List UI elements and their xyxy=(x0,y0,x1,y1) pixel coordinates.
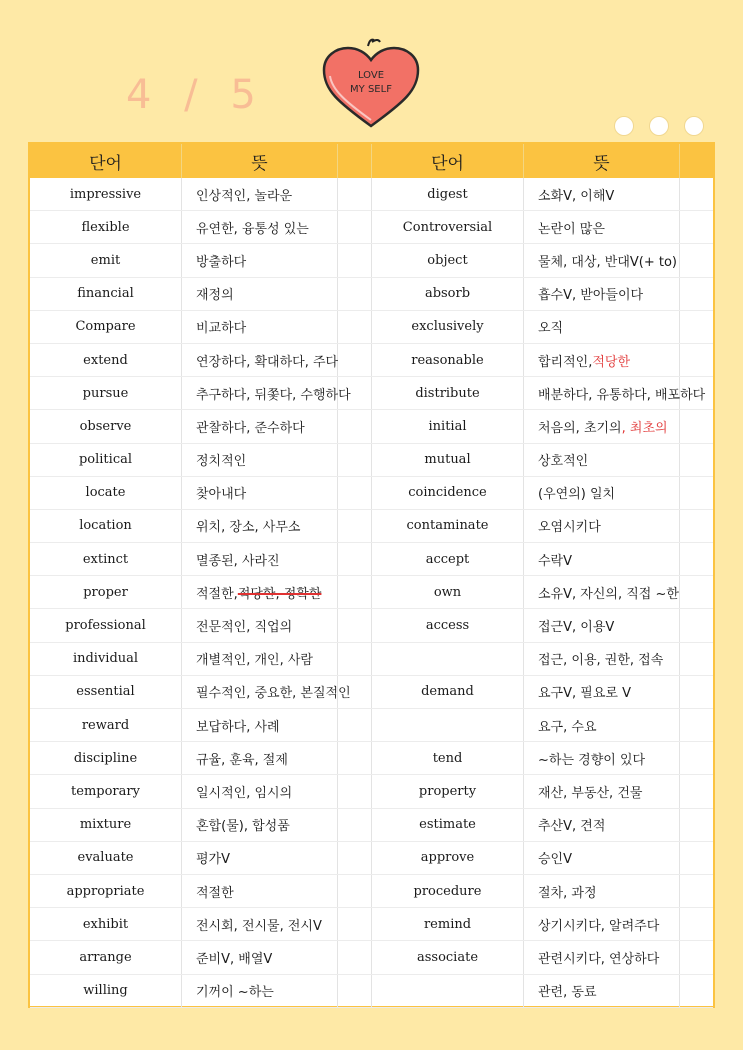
meaning-left xyxy=(182,875,338,907)
meaning-left-text: 적절한 xyxy=(196,885,234,901)
row-spacer xyxy=(338,576,372,608)
row-spacer xyxy=(680,211,713,243)
meaning-right xyxy=(524,377,706,409)
meaning-left-text: 전문적인, 직업의 xyxy=(196,620,293,636)
row-spacer xyxy=(338,941,372,973)
word-right xyxy=(372,709,524,741)
header-spacer xyxy=(338,144,372,178)
meaning-left-text: 관찰하다, 준수하다 xyxy=(196,420,305,436)
row-spacer xyxy=(680,410,713,442)
row-spacer xyxy=(680,643,713,675)
row-spacer xyxy=(680,344,713,376)
table-row xyxy=(30,576,713,609)
word-left: location xyxy=(30,510,182,542)
row-spacer xyxy=(680,477,713,509)
meaning-right xyxy=(524,609,680,641)
meaning-right-text: 물체, 대상, 반대V(+ to) xyxy=(538,254,677,270)
row-spacer xyxy=(680,742,713,774)
meaning-left-text: 방출하다 xyxy=(196,254,247,270)
row-spacer xyxy=(680,377,713,409)
word-right: Controversial xyxy=(372,211,524,243)
meaning-right-text: ~하는 경향이 있다 xyxy=(538,752,646,768)
meaning-left xyxy=(182,742,338,774)
meaning-right xyxy=(524,477,680,509)
meaning-right xyxy=(524,643,680,675)
word-right: reasonable xyxy=(372,344,524,376)
word-right: property xyxy=(372,775,524,807)
meaning-left xyxy=(182,377,351,409)
word-left: essential xyxy=(30,676,182,708)
meaning-right-text: 접근, 이용, 권한, 접속 xyxy=(538,653,664,669)
row-spacer xyxy=(338,444,372,476)
meaning-right xyxy=(524,875,680,907)
meaning-left-text: 멸종된, 사라진 xyxy=(196,553,280,569)
meaning-left xyxy=(182,809,338,841)
word-right: remind xyxy=(372,908,524,940)
row-spacer xyxy=(338,908,372,940)
meaning-right-text: 접근V, 이용V xyxy=(538,620,615,636)
header-word-right: 단어 xyxy=(372,144,524,178)
word-left: discipline xyxy=(30,742,182,774)
meaning-right xyxy=(524,278,680,310)
row-spacer xyxy=(338,643,372,675)
word-right xyxy=(372,975,524,1007)
meaning-right xyxy=(524,842,680,874)
meaning-right-text: 수락V xyxy=(538,553,573,569)
row-spacer xyxy=(680,908,713,940)
meaning-left xyxy=(182,975,338,1007)
meaning-right-text: 상기시키다, 알려주다 xyxy=(538,918,660,934)
meaning-right xyxy=(524,444,680,476)
word-left: pursue xyxy=(30,377,182,409)
word-left: reward xyxy=(30,709,182,741)
word-right: coincidence xyxy=(372,477,524,509)
dot-icon xyxy=(614,116,634,136)
meaning-right-text: 상호적인 xyxy=(538,454,589,470)
meaning-left xyxy=(182,576,338,608)
dot-icon xyxy=(684,116,704,136)
row-spacer xyxy=(338,543,372,575)
table-row xyxy=(30,477,713,510)
meaning-right-text: 논란이 많은 xyxy=(538,221,605,237)
word-left: exhibit xyxy=(30,908,182,940)
meaning-right-text: 요구, 수요 xyxy=(538,719,597,735)
word-right xyxy=(372,643,524,675)
row-spacer xyxy=(680,576,713,608)
meaning-right xyxy=(524,410,680,442)
row-spacer xyxy=(338,477,372,509)
heart-icon xyxy=(318,36,424,128)
meaning-right-text: 합리적인, xyxy=(538,354,593,370)
word-left: proper xyxy=(30,576,182,608)
word-right: demand xyxy=(372,676,524,708)
meaning-right xyxy=(524,244,680,276)
row-spacer xyxy=(680,444,713,476)
meaning-left-text: 비교하다 xyxy=(196,321,247,337)
meaning-right-text: 승인V xyxy=(538,852,573,868)
row-spacer xyxy=(680,842,713,874)
table-row xyxy=(30,908,713,941)
meaning-left xyxy=(182,941,338,973)
meaning-right xyxy=(524,543,680,575)
word-left: professional xyxy=(30,609,182,641)
table-row xyxy=(30,709,713,742)
word-left: impressive xyxy=(30,178,182,210)
meaning-right-text: 절차, 과정 xyxy=(538,885,597,901)
meaning-left xyxy=(182,543,338,575)
row-spacer xyxy=(680,676,713,708)
word-left: observe xyxy=(30,410,182,442)
meaning-left xyxy=(182,278,338,310)
row-spacer xyxy=(338,211,372,243)
word-right: approve xyxy=(372,842,524,874)
meaning-left-struck: 적당한, 정확한 xyxy=(237,586,322,602)
meaning-left-text: 준비V, 배열V xyxy=(196,951,273,967)
row-spacer xyxy=(680,809,713,841)
table-row xyxy=(30,543,713,576)
word-right: contaminate xyxy=(372,510,524,542)
word-right: procedure xyxy=(372,875,524,907)
word-left: willing xyxy=(30,975,182,1007)
row-spacer xyxy=(680,941,713,973)
meaning-left xyxy=(182,211,338,243)
meaning-right xyxy=(524,510,680,542)
meaning-right-text: 소화V, 이해V xyxy=(538,188,615,204)
row-spacer xyxy=(680,875,713,907)
table-header xyxy=(30,144,713,178)
table-row xyxy=(30,742,713,775)
header-spacer xyxy=(680,144,713,178)
row-spacer xyxy=(338,842,372,874)
row-spacer xyxy=(338,975,372,1007)
meaning-right-text: 관련시키다, 연상하다 xyxy=(538,951,660,967)
word-left: mixture xyxy=(30,809,182,841)
header-meaning-right: 뜻 xyxy=(524,144,680,178)
meaning-left-text: 전시회, 전시물, 전시V xyxy=(196,918,322,934)
table-row xyxy=(30,676,713,709)
meaning-right-text: 추산V, 견적 xyxy=(538,819,606,835)
table-row xyxy=(30,377,713,410)
table-row xyxy=(30,643,713,676)
table-row xyxy=(30,875,713,908)
row-spacer xyxy=(680,178,713,210)
meaning-left-text: 개별적인, 개인, 사람 xyxy=(196,653,313,669)
row-spacer xyxy=(338,775,372,807)
meaning-right-highlight: 적당한 xyxy=(592,354,631,370)
table-row xyxy=(30,775,713,808)
word-left: financial xyxy=(30,278,182,310)
table-body xyxy=(30,178,713,1008)
table-row xyxy=(30,344,713,377)
table-row xyxy=(30,842,713,875)
row-spacer xyxy=(338,809,372,841)
word-left: emit xyxy=(30,244,182,276)
table-row xyxy=(30,510,713,543)
word-right: distribute xyxy=(372,377,524,409)
meaning-left xyxy=(182,244,338,276)
header-word-left: 단어 xyxy=(30,144,182,178)
meaning-left-text: 기꺼이 ~하는 xyxy=(196,985,274,1001)
meaning-left xyxy=(182,842,338,874)
meaning-left-text: 인상적인, 놀라운 xyxy=(196,188,293,204)
row-spacer xyxy=(680,609,713,641)
meaning-left xyxy=(182,178,338,210)
meaning-left-text: 평가V xyxy=(196,852,231,868)
meaning-left xyxy=(182,709,338,741)
table-row xyxy=(30,178,713,211)
meaning-right xyxy=(524,908,680,940)
badge-line1: LOVE xyxy=(357,70,385,81)
meaning-left-text: 찾아내다 xyxy=(196,487,247,503)
word-left: locate xyxy=(30,477,182,509)
word-right: access xyxy=(372,609,524,641)
row-spacer xyxy=(680,244,713,276)
meaning-left xyxy=(182,510,338,542)
table-row xyxy=(30,410,713,443)
row-spacer xyxy=(338,377,372,409)
meaning-right-highlight: , 최초의 xyxy=(621,420,668,436)
meaning-left xyxy=(182,676,351,708)
dot-icon xyxy=(649,116,669,136)
meaning-left xyxy=(182,477,338,509)
meaning-right xyxy=(524,178,680,210)
meaning-right xyxy=(524,311,680,343)
row-spacer xyxy=(680,543,713,575)
meaning-left xyxy=(182,410,338,442)
word-right: estimate xyxy=(372,809,524,841)
meaning-left xyxy=(182,344,338,376)
row-spacer xyxy=(338,410,372,442)
meaning-left-text: 유연한, 융통성 있는 xyxy=(196,221,309,237)
row-spacer xyxy=(338,344,372,376)
meaning-left-text: 일시적인, 임시의 xyxy=(196,785,293,801)
row-spacer xyxy=(338,244,372,276)
meaning-right xyxy=(524,576,680,608)
meaning-right-text: (우연의) 일치 xyxy=(538,487,616,503)
word-left: Compare xyxy=(30,311,182,343)
badge-line2: MY SELF xyxy=(350,84,392,95)
meaning-right-text: 오염시키다 xyxy=(538,520,601,536)
word-right: associate xyxy=(372,941,524,973)
meaning-right xyxy=(524,941,680,973)
row-spacer xyxy=(338,510,372,542)
table-row xyxy=(30,941,713,974)
word-left: extend xyxy=(30,344,182,376)
table-row xyxy=(30,809,713,842)
word-right: tend xyxy=(372,742,524,774)
word-right: accept xyxy=(372,543,524,575)
row-spacer xyxy=(338,311,372,343)
row-spacer xyxy=(338,278,372,310)
meaning-left-text: 연장하다, 확대하다, 주다 xyxy=(196,354,339,370)
meaning-right-text: 요구V, 필요로 V xyxy=(538,686,631,702)
row-spacer xyxy=(680,311,713,343)
word-right: object xyxy=(372,244,524,276)
meaning-left-text: 규율, 훈육, 절제 xyxy=(196,752,288,768)
table-row xyxy=(30,211,713,244)
meaning-left xyxy=(182,908,338,940)
meaning-right xyxy=(524,211,680,243)
row-spacer xyxy=(338,709,372,741)
row-spacer xyxy=(680,775,713,807)
meaning-left xyxy=(182,609,338,641)
word-left: arrange xyxy=(30,941,182,973)
meaning-right-text: 오직 xyxy=(538,321,564,337)
word-right: mutual xyxy=(372,444,524,476)
meaning-right-text: 배분하다, 유통하다, 배포하다 xyxy=(538,387,706,403)
meaning-left-text: 위치, 장소, 사무소 xyxy=(196,520,301,536)
word-left: flexible xyxy=(30,211,182,243)
meaning-left xyxy=(182,444,338,476)
word-left: evaluate xyxy=(30,842,182,874)
meaning-left-text: 재정의 xyxy=(196,288,234,304)
meaning-right-text: 흡수V, 받아들이다 xyxy=(538,288,644,304)
meaning-right xyxy=(524,809,680,841)
word-right: exclusively xyxy=(372,311,524,343)
row-spacer xyxy=(680,278,713,310)
page-number: 4 / 5 xyxy=(126,72,266,118)
meaning-left-text: 추구하다, 뒤쫓다, 수행하다 xyxy=(196,387,351,403)
meaning-right-text: 관련, 동료 xyxy=(538,985,597,1001)
heart-badge xyxy=(318,36,424,128)
meaning-left xyxy=(182,311,338,343)
meaning-left-text: 혼합(물), 합성품 xyxy=(196,819,290,835)
header-meaning-left: 뜻 xyxy=(182,144,338,178)
row-spacer xyxy=(680,975,713,1007)
row-spacer xyxy=(338,875,372,907)
meaning-right xyxy=(524,676,680,708)
word-left: political xyxy=(30,444,182,476)
meaning-left xyxy=(182,643,338,675)
table-row xyxy=(30,244,713,277)
vocab-table xyxy=(28,142,715,1008)
row-spacer xyxy=(338,609,372,641)
meaning-right-text: 소유V, 자신의, 직접 ~한 xyxy=(538,586,679,602)
table-row xyxy=(30,975,713,1008)
row-spacer xyxy=(338,742,372,774)
row-spacer xyxy=(680,510,713,542)
meaning-right xyxy=(524,742,680,774)
meaning-left-text: 보답하다, 사례 xyxy=(196,719,280,735)
table-row xyxy=(30,444,713,477)
row-spacer xyxy=(680,709,713,741)
meaning-right-text: 처음의, 초기의 xyxy=(538,420,622,436)
table-row xyxy=(30,311,713,344)
meaning-right xyxy=(524,975,680,1007)
row-spacer xyxy=(338,676,372,708)
meaning-left-text: 적절한, xyxy=(196,586,238,602)
meaning-left-text: 정치적인 xyxy=(196,454,247,470)
word-right: absorb xyxy=(372,278,524,310)
row-spacer xyxy=(338,178,372,210)
meaning-left xyxy=(182,775,338,807)
word-left: appropriate xyxy=(30,875,182,907)
word-right: initial xyxy=(372,410,524,442)
word-left: temporary xyxy=(30,775,182,807)
decorative-dots xyxy=(614,116,704,136)
meaning-right-text: 재산, 부동산, 건물 xyxy=(538,785,643,801)
meaning-left-text: 필수적인, 중요한, 본질적인 xyxy=(196,686,351,702)
table-row xyxy=(30,609,713,642)
table-row xyxy=(30,278,713,311)
word-right: digest xyxy=(372,178,524,210)
word-right: own xyxy=(372,576,524,608)
meaning-right xyxy=(524,775,680,807)
word-left: extinct xyxy=(30,543,182,575)
word-left: individual xyxy=(30,643,182,675)
meaning-right xyxy=(524,344,680,376)
meaning-right xyxy=(524,709,680,741)
